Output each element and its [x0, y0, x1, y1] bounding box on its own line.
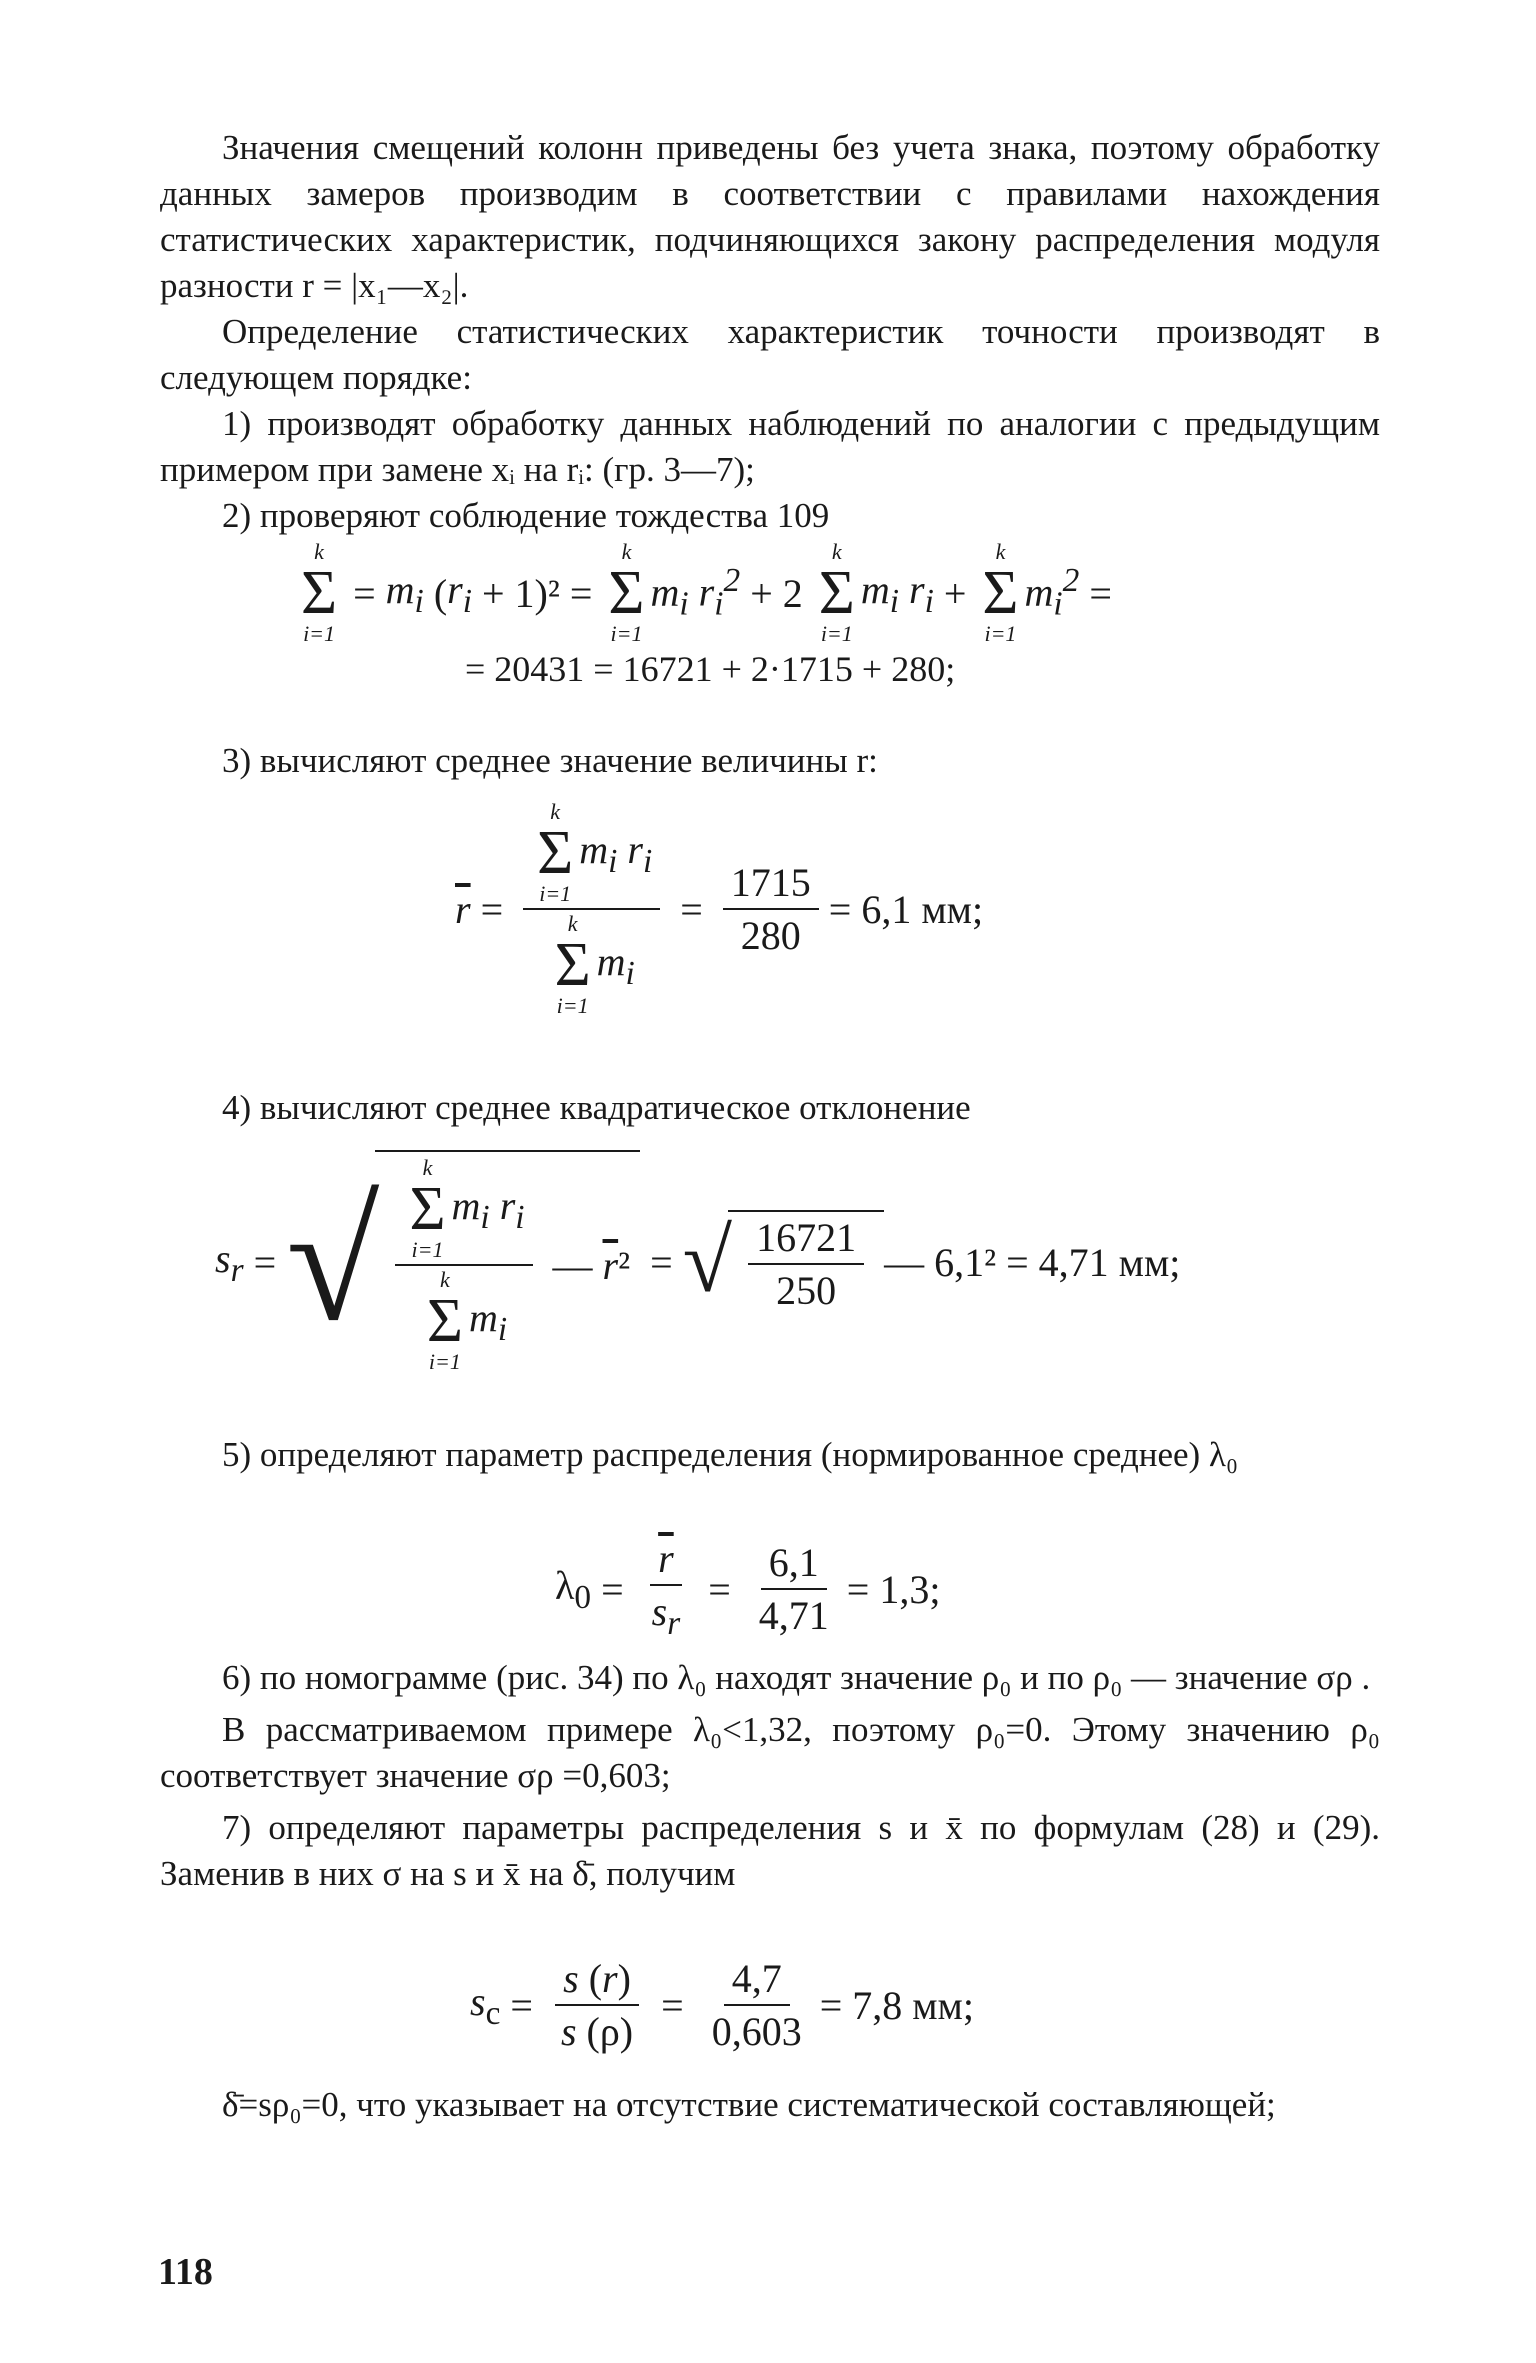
paragraph-7: 5) определяют параметр распределения (нормированное среднее) λ₀ — [222, 1435, 1239, 1474]
text-block-5 — [160, 1432, 1380, 1478]
text-block-4 — [160, 1085, 1380, 1131]
paragraph-1: Значения смещений колонн приведены без учета знака, поэтому обработку данных замеров производим в соответствии с правилами нахождения статистических характеристик, подчиняющихся закону распределения модуля разности r = |x₁—x₂|. — [160, 128, 1380, 305]
paragraph-4: 2) проверяют соблюдение тождества 109 — [222, 496, 830, 535]
sum-symbol: k Σ i=1 — [301, 539, 338, 646]
fraction-sum-ratio: k Σ i=1 $m_i$ $r_i$ k Σ i=1 $m_i$ — [523, 800, 660, 1018]
sum-symbol: k Σ i=1 — [608, 539, 645, 646]
mean-result: = 6,1 мм; — [828, 886, 984, 932]
formula-identity — [295, 540, 1122, 690]
sc-result: = 7,8 мм; — [819, 1982, 974, 2028]
paragraph-11: δ̄=sρ₀=0, что указывает на отсутствие систематической составляющей; — [222, 2085, 1276, 2124]
sum-symbol: k Σ i=1 — [818, 539, 855, 646]
paragraph-2: Определение статистических характеристик точности производят в следующем порядке: — [160, 312, 1380, 397]
paragraph-9: В рассматриваемом примере λ₀<1,32, поэтому ρ₀=0. Этому значению ρ₀ соответствует значение σρ =0,603; — [160, 1710, 1380, 1795]
paragraph-6: 4) вычисляют среднее квадратическое отклонение — [222, 1088, 971, 1127]
sum-symbol: k Σ i=1 — [982, 539, 1019, 646]
paragraph-10: 7) определяют параметры распределения s и x̄ по формулам (28) и (29). Заменив в них σ на s и x̄ на δ̄, получим — [160, 1808, 1380, 1893]
text-block-6 — [160, 1655, 1380, 1897]
formula-identity-line1: k Σ i=1 = $m_i$ ( $r_i$ + 1)² = k Σ i=1 $m_i$ $r_i^2$ + 2 k Σ i=1 $m_i$ $r_i$ + k Σ i=1 $m_i^2$ = — [301, 539, 1112, 646]
formula-std: $s_r$ = √ k Σ i=1 $m_i$ $r_i$ k Σ i=1 $m_i$ — $\overline{r}$ ² = √ $\frac{16721}{250}$ — 6,1² = 4,71 мм; — [215, 1150, 1180, 1374]
text-block-intro — [160, 125, 1380, 539]
formula-identity-line2: = 20431 = 16721 + 2·1715 + 280; — [465, 649, 956, 689]
formula-mean: $\overline{r}$ = k Σ i=1 $m_i$ $r_i$ k Σ i=1 $m_i$ = $\frac{1715}{280}$ = 6,1 мм; — [455, 799, 984, 1018]
std-result: — 6,1² = 4,71 мм; — [884, 1239, 1181, 1285]
paragraph-5: 3) вычисляют среднее значение величины r: — [222, 741, 878, 780]
fraction-mean-values: $\frac{1715}{280}$ — [723, 859, 819, 959]
text-block-3 — [160, 738, 1380, 784]
formula-lambda: $\lambda_0$ = $\frac{\overline{r}}{s_r}$ = $\frac{6,1}{4,71}$ = 1,3; — [555, 1536, 941, 1642]
text-block-7 — [160, 2082, 1380, 2128]
formula-sc: $s_c$ = $\frac{s (r)}{s (\rho)}$ = $\frac{4,7}{0,603}$ = 7,8 мм; — [470, 1956, 974, 2054]
paragraph-3: 1) производят обработку данных наблюдений по аналогии с предыдущим примером при замене xᵢ на rᵢ: (гр. 3—7); — [160, 404, 1380, 489]
paragraph-8: 6) по номограмме (рис. 34) по λ₀ находят значение ρ₀ и по ρ₀ — значение σρ . — [222, 1658, 1371, 1697]
page-number: 118 — [158, 2251, 213, 2293]
lambda-result: = 1,3; — [846, 1566, 941, 1612]
